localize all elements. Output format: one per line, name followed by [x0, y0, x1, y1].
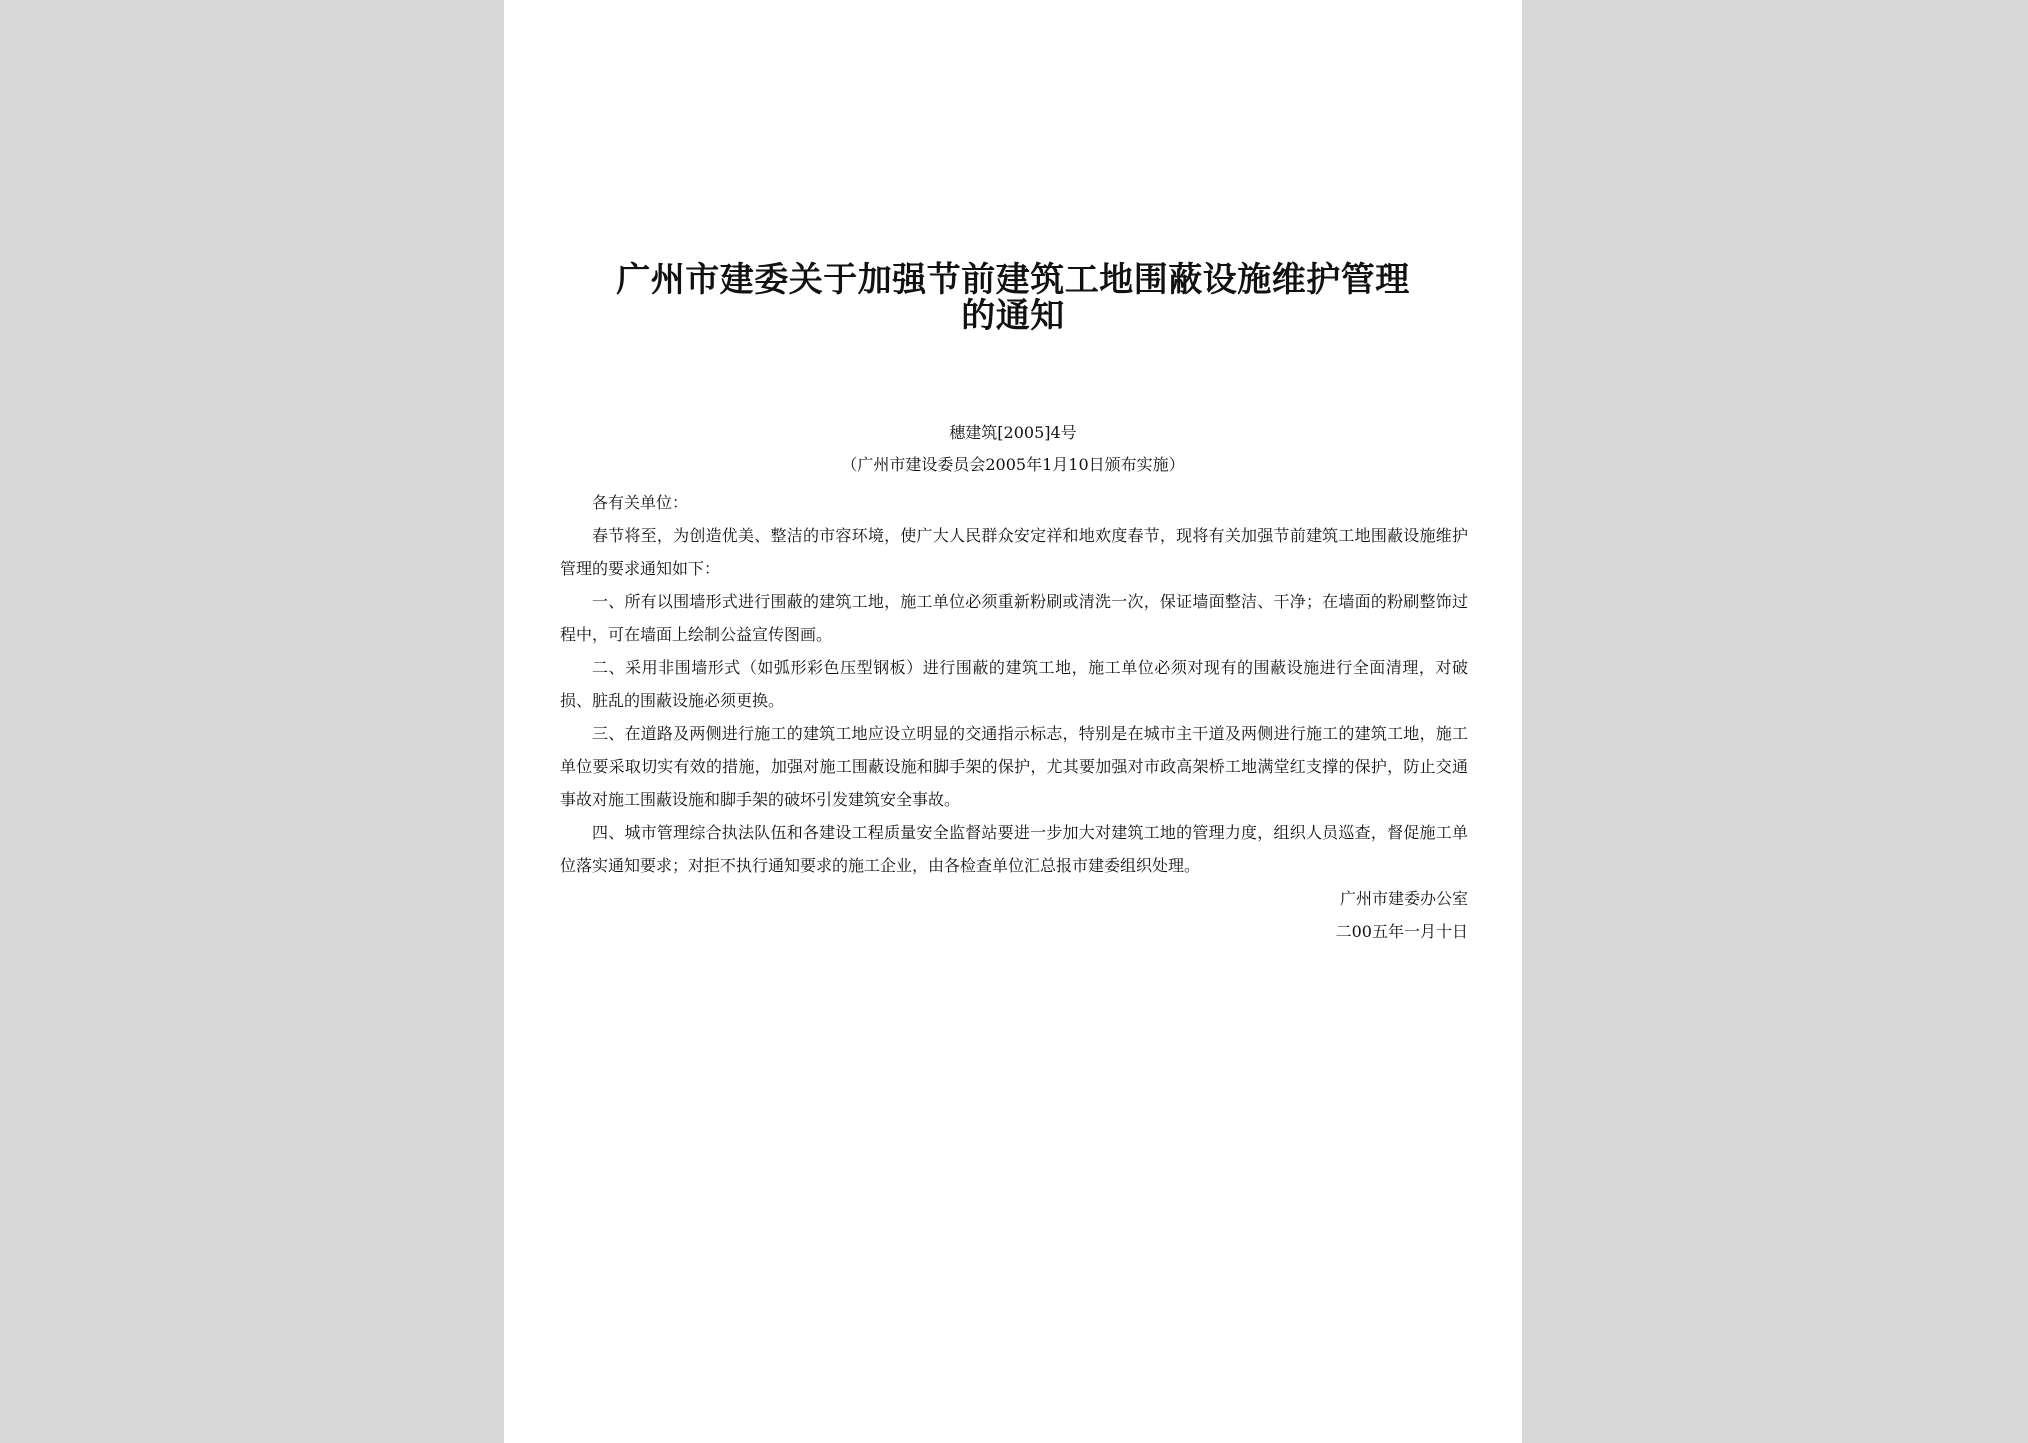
document-page	[504, 0, 1522, 1443]
document-number: 穗建筑[2005]4号	[949, 423, 1077, 442]
paragraph-item-2: 二、采用非围墙形式（如弧形彩色压型钢板）进行围蔽的建筑工地，施工单位必须对现有的围蔽设施进行全面清理，对破损、脏乱的围蔽设施必须更换。	[560, 658, 1468, 710]
signature-date: 二00五年一月十日	[1335, 922, 1468, 941]
title-line-2: 的通知	[961, 296, 1065, 336]
title-line-1: 广州市建委关于加强节前建筑工地围蔽设施维护管理	[616, 260, 1410, 300]
issuance-note: （广州市建设委员会2005年1月10日颁布实施）	[841, 455, 1185, 474]
paragraph-intro: 春节将至，为创造优美、整洁的市容环境，使广大人民群众安定祥和地欢度春节，现将有关加强节前建筑工地围蔽设施维护管理的要求通知如下：	[560, 526, 1468, 578]
salutation: 各有关单位：	[592, 493, 689, 512]
paragraph-item-3: 三、在道路及两侧进行施工的建筑工地应设立明显的交通指示标志，特别是在城市主干道及两侧进行施工的建筑工地，施工单位要采取切实有效的措施，加强对施工围蔽设施和脚手架的保护，尤其要加强对市政高架桥工地满堂红支撑的保护，防止交通事故对施工围蔽设施和脚手架的破坏引发建筑安全事故。	[560, 724, 1468, 809]
paragraph-item-4: 四、城市管理综合执法队伍和各建设工程质量安全监督站要进一步加大对建筑工地的管理力度，组织人员巡查，督促施工单位落实通知要求；对拒不执行通知要求的施工企业，由各检查单位汇总报市建委组织处理。	[560, 823, 1468, 875]
signature-org: 广州市建委办公室	[1339, 889, 1468, 908]
page-title	[564, 262, 1462, 334]
paragraph-item-1: 一、所有以围墙形式进行围蔽的建筑工地，施工单位必须重新粉刷或清洗一次，保证墙面整洁、干净；在墙面的粉刷整饰过程中，可在墙面上绘制公益宣传图画。	[560, 592, 1468, 644]
document-body	[560, 486, 1468, 948]
